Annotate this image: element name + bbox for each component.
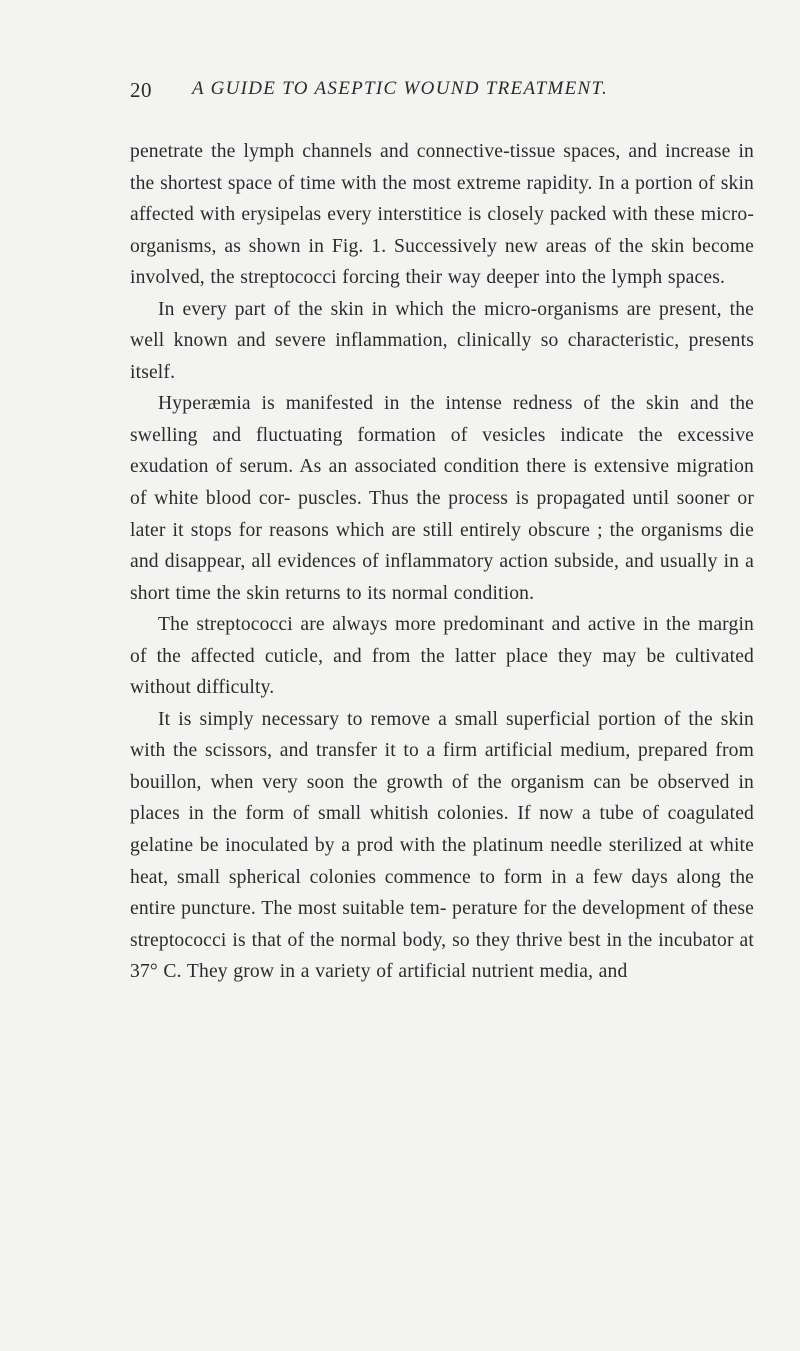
paragraph-continuation: penetrate the lymph channels and connective-tissue spaces, and increase in the shortest space of time with the most extreme rapidity. In a portion of skin affected with erysipelas every interstitice is closely packed with these micro-organisms, as shown in Fig. 1. Successively new areas of the skin become involved, the streptococci forcing their way deeper into the lymph spaces. [130,141,754,289]
paragraph-streptococci-margin: The streptococci are always more predominant and active in the margin of the affected cuticle, and from the latter place they may be cultivated without difficulty. [130,614,754,699]
paragraph-hyperaemia: Hyperæmia is manifested in the intense redness of the skin and the swelling and fluctuating formation of vesicles indicate the excessive exudation of serum. As an associated condition there is extensive migration of white blood cor- puscles. Thus the process is propagated until sooner or later it stops for reasons which are still entirely obscure ; the organisms die and disappear, all evidences of inflammatory action subside, and usually in a short time the skin returns to its normal condition. [130,393,754,604]
paragraph-inflammation: In every part of the skin in which the micro-organisms are present, the well known and severe inflammation, clinically so characteristic, presents itself. [130,298,754,383]
paragraph-cultivation: It is simply necessary to remove a small superficial portion of the skin with the scissors, and transfer it to a firm artificial medium, prepared from bouillon, when very soon the growth of the organism can be observed in places in the form of small whitish colonies. If now a tube of coagulated gelatine be inoculated by a prod with the platinum needle sterilized at white heat, small spherical colonies commence to form in a few days along the entire puncture. The most suitable tem- perature for the development of these streptococci is that of the normal body, so they thrive best in the incubator at 37° C. They grow in a variety of artificial nutrient media, and [130,708,754,983]
body-text [130,136,754,988]
running-title: A GUIDE TO ASEPTIC WOUND TREATMENT. [192,78,609,99]
running-header [130,78,730,112]
page-number: 20 [130,78,152,102]
